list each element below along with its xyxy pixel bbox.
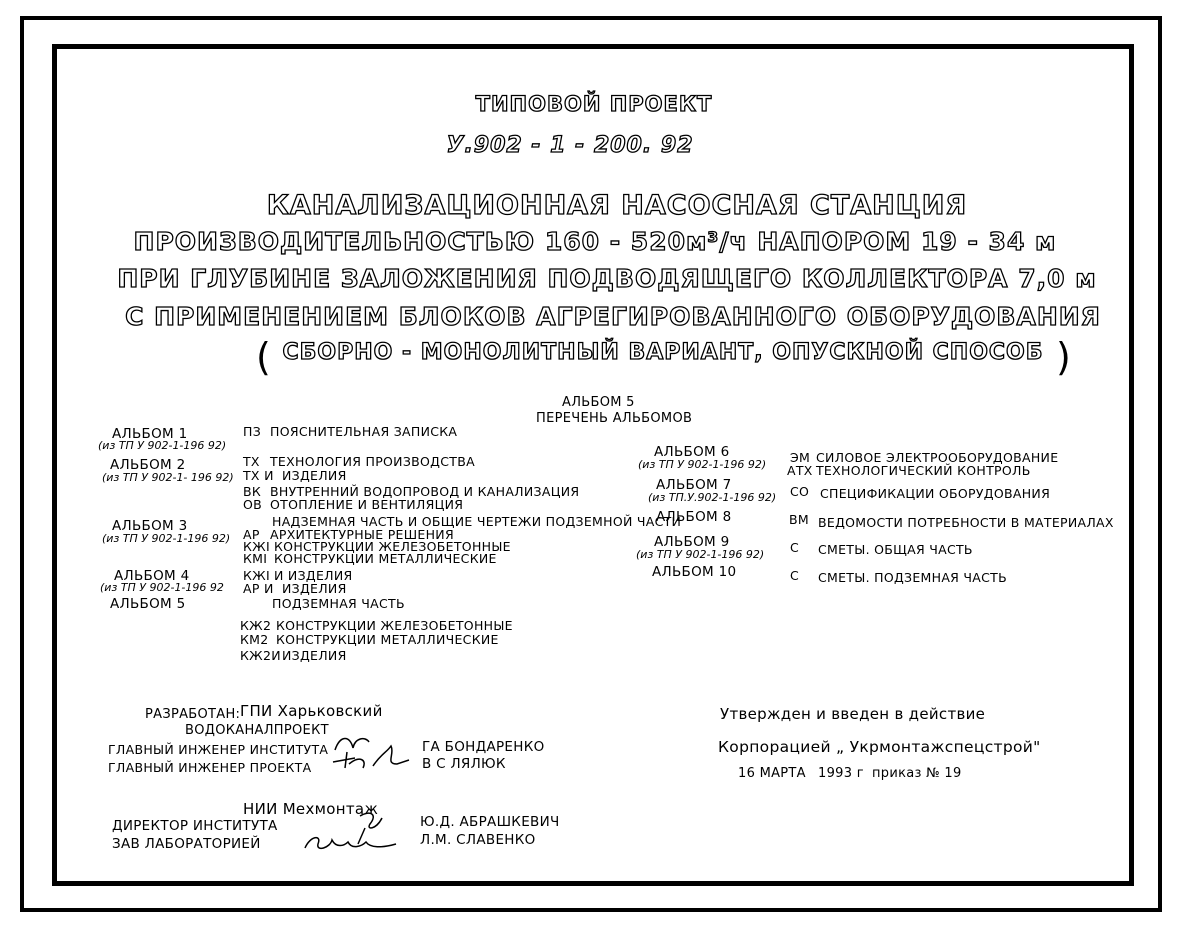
item-text: СИЛОВОЕ ЭЛЕКТРООБОРУДОВАНИЕ: [816, 450, 1059, 465]
nii-org: НИИ Мехмонтаж: [243, 800, 379, 818]
item-text: ИЗДЕЛИЯ: [282, 468, 347, 483]
title-line-2: ПРОИЗВОДИТЕЛЬНОСТЬЮ 160 - 520м³/ч НАПОРОМ 19 - 34 м: [133, 227, 1057, 256]
right-album-source: (из ТП.У.902-1-196 92): [648, 491, 777, 504]
item-text: КОНСТРУКЦИИ МЕТАЛЛИЧЕСКИЕ: [276, 632, 499, 647]
item-text: ОТОПЛЕНИЕ И ВЕНТИЛЯЦИЯ: [270, 497, 464, 512]
item-text: И ИЗДЕЛИЯ: [274, 568, 353, 583]
paren-close: ): [1056, 335, 1072, 379]
left-album-name: АЛЬБОМ 5: [110, 596, 186, 612]
item-code: АР: [243, 527, 260, 542]
item-code: С: [790, 568, 800, 583]
item-text: КОНСТРУКЦИИ ЖЕЛЕЗОБЕТОННЫЕ: [274, 539, 511, 554]
title-line-5: СБОРНО - МОНОЛИТНЫЙ ВАРИАНТ, ОПУСКНОЙ СПОСОБ: [282, 340, 1044, 365]
right-album-source: (из ТП У 902-1-196 92): [638, 458, 767, 471]
name-lyalyuk: В С ЛЯЛЮК: [422, 756, 506, 772]
title-line-3: ПРИ ГЛУБИНЕ ЗАЛОЖЕНИЯ ПОДВОДЯЩЕГО КОЛЛЕКТОРА 7,0 м: [117, 264, 1097, 293]
approved-year: 1993 г: [818, 766, 864, 781]
left-album-source: (из ТП У 902-1- 196 92): [102, 471, 234, 484]
item-text: СМЕТЫ. ПОДЗЕМНАЯ ЧАСТЬ: [818, 570, 1007, 585]
signature-chief-engineers: [325, 730, 415, 775]
album-number: АЛЬБОМ 5: [562, 395, 635, 410]
right-album-name: АЛЬБОМ 6: [654, 444, 730, 460]
left-album-name: АЛЬБОМ 1: [112, 426, 188, 442]
item-text: СМЕТЫ. ОБЩАЯ ЧАСТЬ: [818, 542, 973, 557]
title-line-4: С ПРИМЕНЕНИЕМ БЛОКОВ АГРЕГИРОВАННОГО ОБОРУДОВАНИЯ: [125, 302, 1101, 331]
item-text: ВНУТРЕННИЙ ВОДОПРОВОД И КАНАЛИЗАЦИЯ: [270, 484, 580, 499]
name-slavenko: Л.М. СЛАВЕНКО: [420, 832, 536, 848]
role-chief-engineer-institute: ГЛАВНЫЙ ИНЖЕНЕР ИНСТИТУТА: [108, 742, 329, 757]
item-code: ТХ: [243, 454, 260, 469]
item-code: КМ2: [240, 632, 269, 647]
project-type: ТИПОВОЙ ПРОЕКТ: [475, 92, 713, 116]
album-list-title: ПЕРЕЧЕНЬ АЛЬБОМОВ: [536, 411, 693, 426]
item-code: ТХ И: [243, 468, 274, 483]
item-code: АР И: [243, 581, 274, 596]
developed-org: ГПИ Харьковский: [240, 702, 383, 720]
approved-date: 16 МАРТА: [738, 766, 806, 781]
right-album-name: АЛЬБОМ 7: [656, 477, 732, 493]
item-text: ТЕХНОЛОГИЯ ПРОИЗВОДСТВА: [270, 454, 475, 469]
approved-line-2: Корпорацией „ Укрмонтажспецстрой": [718, 738, 1041, 756]
name-abrashkevich: Ю.Д. АБРАШКЕВИЧ: [420, 814, 560, 830]
item-code: КМI: [243, 551, 268, 566]
item-text: ПОДЗЕМНАЯ ЧАСТЬ: [272, 596, 405, 611]
item-code: ВК: [243, 484, 262, 499]
item-code: АТХ: [787, 463, 813, 478]
project-number: У.902 - 1 - 200. 92: [446, 133, 694, 158]
item-code: ВМ: [789, 512, 809, 527]
item-text: ТЕХНОЛОГИЧЕСКИЙ КОНТРОЛЬ: [816, 463, 1031, 478]
item-text: ИЗДЕЛИЯ: [282, 648, 347, 663]
title-line-1: КАНАЛИЗАЦИОННАЯ НАСОСНАЯ СТАНЦИЯ: [266, 190, 968, 221]
signature-nii: [300, 808, 400, 858]
item-text: СПЕЦИФИКАЦИИ ОБОРУДОВАНИЯ: [820, 486, 1051, 501]
item-text: ВЕДОМОСТИ ПОТРЕБНОСТИ В МАТЕРИАЛАХ: [818, 515, 1114, 530]
right-album-name: АЛЬБОМ 10: [652, 564, 737, 580]
item-text: КОНСТРУКЦИИ ЖЕЛЕЗОБЕТОННЫЕ: [276, 618, 513, 633]
item-code: КЖI: [243, 539, 270, 554]
approved-order: приказ № 19: [872, 766, 962, 781]
item-code: КЖI: [243, 568, 270, 583]
approved-line-1: Утвержден и введен в действие: [720, 705, 986, 723]
item-text: КОНСТРУКЦИИ МЕТАЛЛИЧЕСКИЕ: [274, 551, 497, 566]
right-album-source: (из ТП У 902-1-196 92): [636, 548, 765, 561]
item-code: КЖ2И: [240, 648, 281, 663]
developed-org-2: ВОДОКАНАЛПРОЕКТ: [185, 723, 329, 738]
left-album-name: АЛЬБОМ 4: [114, 568, 190, 584]
item-code: СО: [790, 484, 810, 499]
left-album-name: АЛЬБОМ 2: [110, 457, 186, 473]
left-album-name: АЛЬБОМ 3: [112, 518, 188, 534]
item-text: АРХИТЕКТУРНЫЕ РЕШЕНИЯ: [270, 527, 454, 542]
item-code: КЖ2: [240, 618, 272, 633]
item-code: ЭМ: [790, 450, 811, 465]
role-director: ДИРЕКТОР ИНСТИТУТА: [112, 818, 278, 834]
left-album-source: (из ТП У 902-1-196 92): [98, 439, 227, 452]
item-code: ОВ: [243, 497, 263, 512]
left-album-source: (из ТП У 902-1-196 92): [102, 532, 231, 545]
role-chief-engineer-project: ГЛАВНЫЙ ИНЖЕНЕР ПРОЕКТА: [108, 760, 312, 775]
item-code: С: [790, 540, 800, 555]
item-code: ПЗ: [243, 424, 262, 439]
paren-open: (: [256, 335, 272, 379]
item-text: ИЗДЕЛИЯ: [282, 581, 347, 596]
right-album-name: АЛЬБОМ 8: [656, 509, 732, 525]
role-lab-head: ЗАВ ЛАБОРАТОРИЕЙ: [112, 836, 261, 852]
item-text: НАДЗЕМНАЯ ЧАСТЬ И ОБЩИЕ ЧЕРТЕЖИ ПОДЗЕМНОЙ ЧАСТИ: [272, 514, 682, 529]
item-text: ПОЯСНИТЕЛЬНАЯ ЗАПИСКА: [270, 424, 458, 439]
right-album-name: АЛЬБОМ 9: [654, 534, 730, 550]
developed-label: РАЗРАБОТАН:: [145, 707, 241, 722]
left-album-source: (из ТП У 902-1-196 92: [100, 581, 224, 594]
name-bondarenko: ГА БОНДАРЕНКО: [422, 739, 545, 755]
